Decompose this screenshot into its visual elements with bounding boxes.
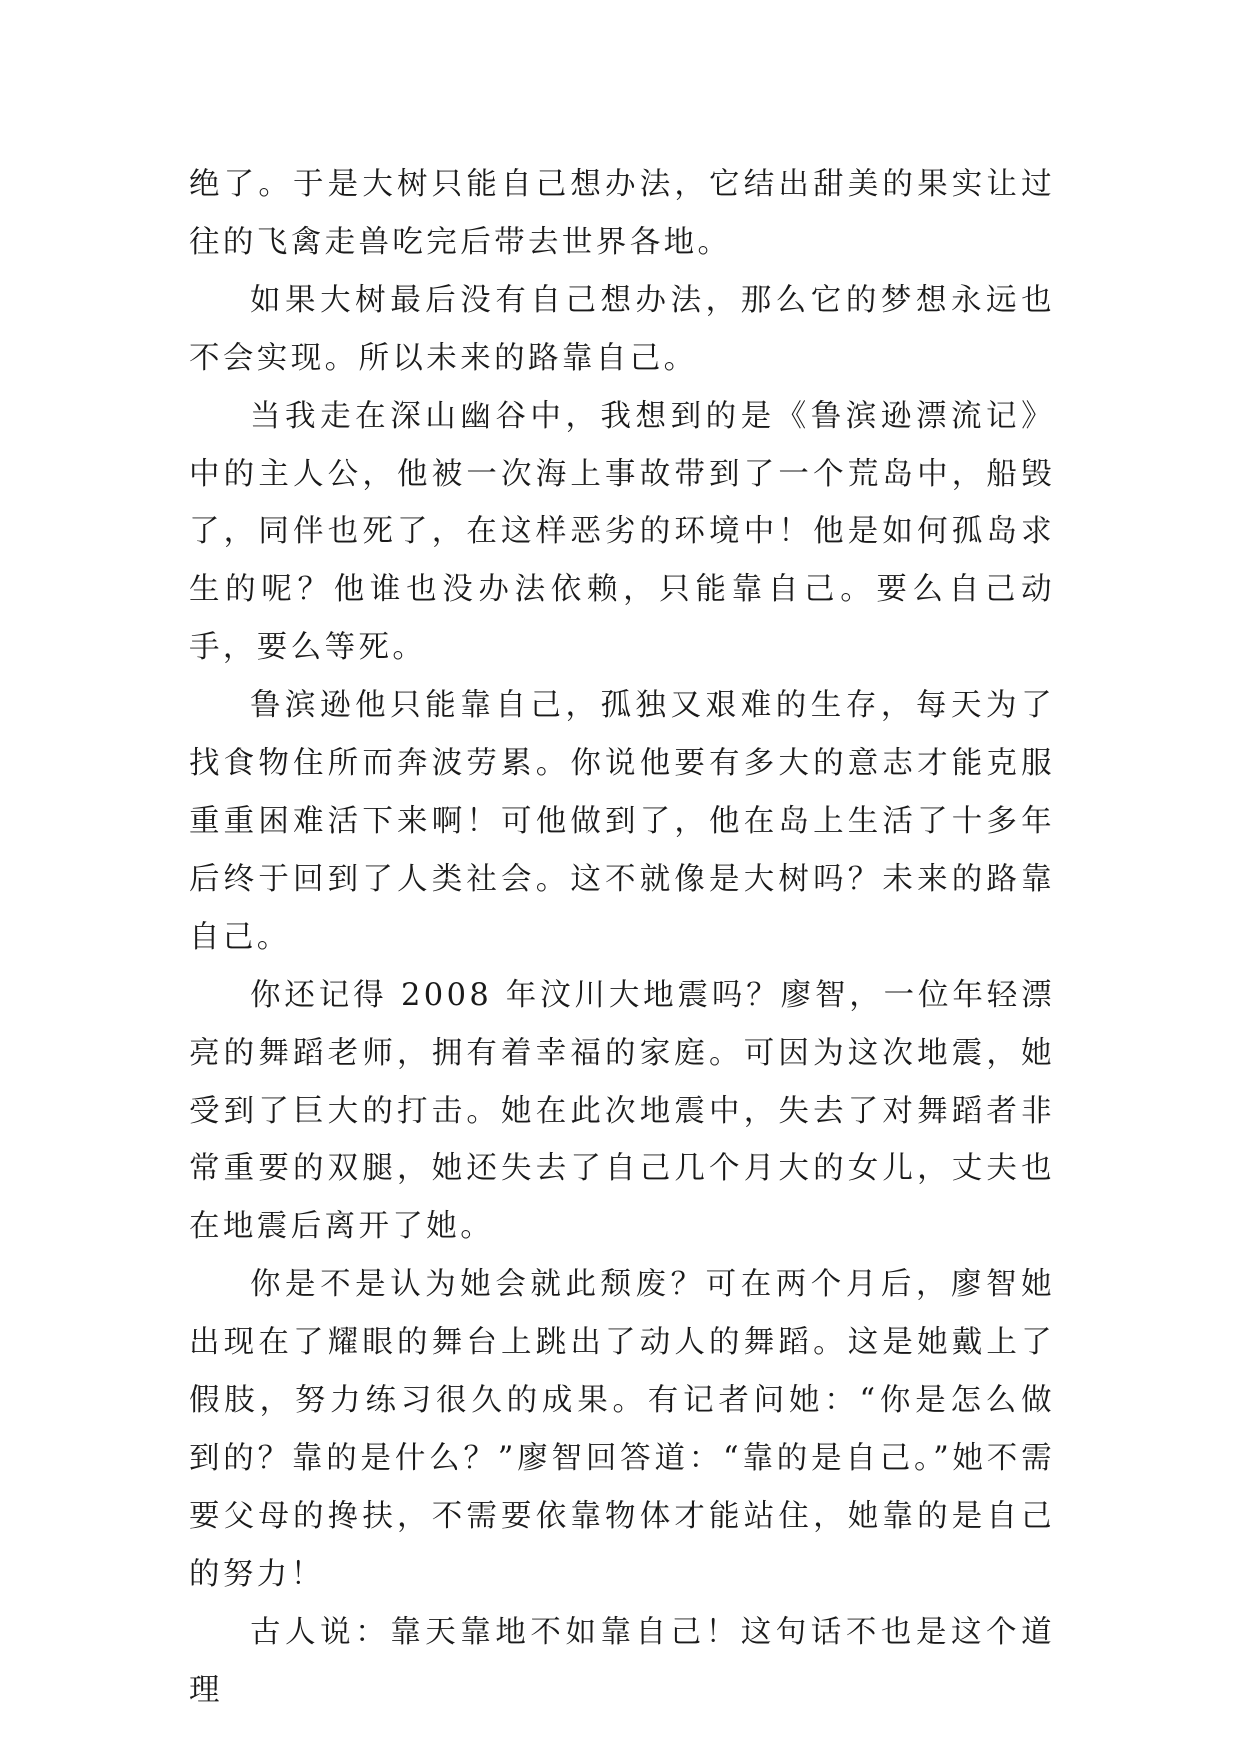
document-body: [189, 156, 1055, 1719]
paragraph-2: 如果大树最后没有自己想办法，那么它的梦想永远也不会实现。所以未来的路靠自己。: [189, 282, 1055, 376]
paragraph-4: 鲁滨逊他只能靠自己，孤独又艰难的生存，每天为了找食物住所而奔波劳累。你说他要有多大的意志才能克服重重困难活下来啊！可他做到了，他在岛上生活了十多年后终于回到了人类社会。这不就像是大树吗？未来的路靠自己。: [189, 688, 1055, 955]
paragraph-6: 你是不是认为她会就此颓废？可在两个月后，廖智她出现在了耀眼的舞台上跳出了动人的舞蹈。这是她戴上了假肢，努力练习很久的成果。有记者问她：“你是怎么做到的？靠的是什么？”廖智回答道：“靠的是自己。”她不需要父母的搀扶，不需要依靠物体才能站住，她靠的是自己的努力！: [189, 1267, 1055, 1592]
paragraph-7: 古人说：靠天靠地不如靠自己！这句话不也是这个道理: [189, 1614, 1055, 1708]
paragraph-5: 你还记得 2008 年汶川大地震吗？廖智，一位年轻漂亮的舞蹈老师，拥有着幸福的家庭。可因为这次地震，她受到了巨大的打击。她在此次地震中，失去了对舞蹈者非常重要的双腿，她还失去了自己几个月大的女儿，丈夫也在地震后离开了她。: [189, 977, 1055, 1245]
paragraph-1: 绝了。于是大树只能自己想办法，它结出甜美的果实让过往的飞禽走兽吃完后带去世界各地。: [189, 167, 1055, 260]
paragraph-3: 当我走在深山幽谷中，我想到的是《鲁滨逊漂流记》中的主人公，他被一次海上事故带到了一个荒岛中，船毁了，同伴也死了，在这样恶劣的环境中！他是如何孤岛求生的呢？他谁也没办法依赖，只能靠自己。要么自己动手，要么等死。: [189, 398, 1055, 666]
